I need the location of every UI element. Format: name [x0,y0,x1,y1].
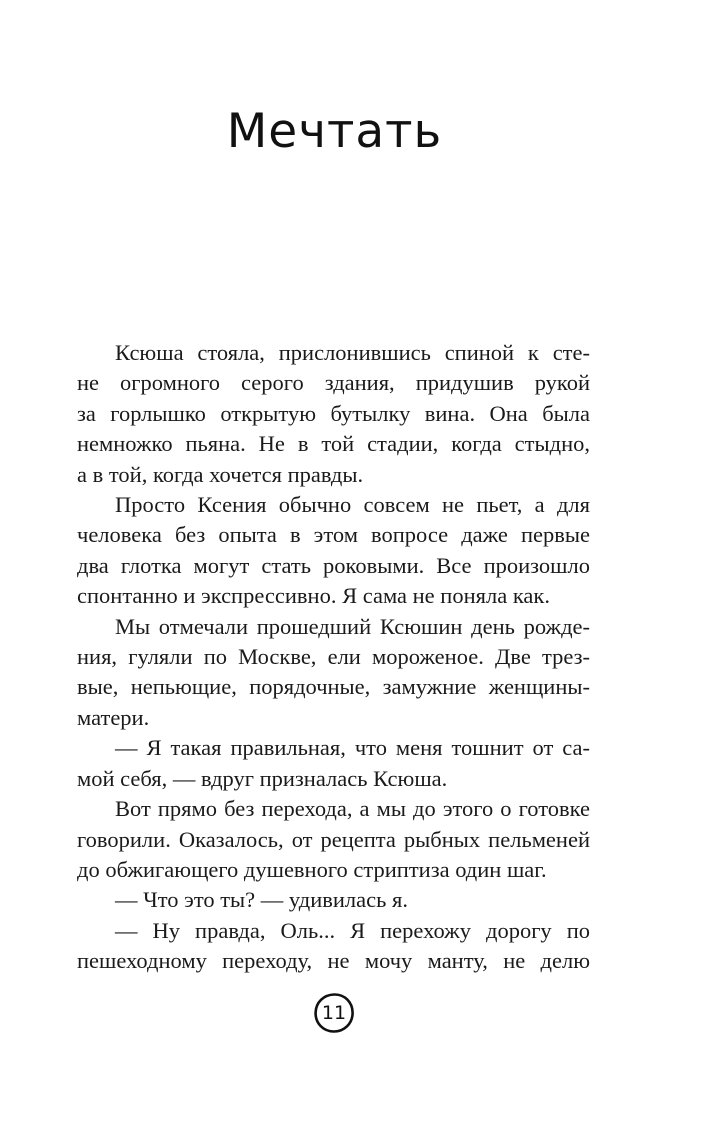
paragraph [77,916,590,977]
text-line: — Что это ты? — удивилась я. [115,887,408,913]
text-line: немножко пьяна. Не в той стадии, когда стыдно, [77,431,590,457]
page-number-badge [312,991,356,1035]
text-line: говорили. Оказалось, от рецепта рыбных пельменей [77,826,590,852]
text-line: Ксюша стояла, прислонившись спиной к сте- [115,340,590,365]
paragraph [77,612,590,734]
paragraph [77,338,590,490]
text-line: за горлышко открытую бутылку вина. Она была [77,400,590,426]
paragraph [77,733,590,794]
paragraph [77,885,590,915]
body-text [77,338,590,977]
text-line: матери. [77,704,150,730]
paragraph [77,490,590,612]
text-line: — Я такая правильная, что меня тошнит от са- [115,735,590,761]
paragraph [77,794,590,885]
page-number-text: 11 [321,1002,347,1024]
text-line: ния, гуляли по Москве, ели мороженое. Две трез- [77,644,590,670]
text-line: мой себя, — вдруг призналась Ксюша. [77,765,448,791]
text-line: а в той, когда хочется правды. [77,461,364,487]
text-line: два глотка могут стать роковыми. Все произошло [77,552,590,578]
text-line: Мы отмечали прошедший Ксюшин день рожде- [115,613,590,639]
text-line: спонтанно и экспрессивно. Я сама не поняла как. [77,583,550,609]
text-line: не огромного серого здания, придушив рукой [77,370,590,396]
text-line: Просто Ксения обычно совсем не пьет, а для [115,492,590,518]
text-line: вые, непьющие, порядочные, замужние женщины- [77,674,590,700]
text-line: человека без опыта в этом вопросе даже первые [77,522,590,548]
chapter-title: Мечтать [226,104,443,159]
text-line: до обжигающего душевного стриптиза один шаг. [77,856,547,882]
text-line: Вот прямо без перехода, а мы до этого о готовке [115,796,590,822]
text-line: — Ну правда, Оль... Я перехожу дорогу по [115,917,590,943]
text-line: пешеходному переходу, не мочу манту, не делю [77,948,590,974]
